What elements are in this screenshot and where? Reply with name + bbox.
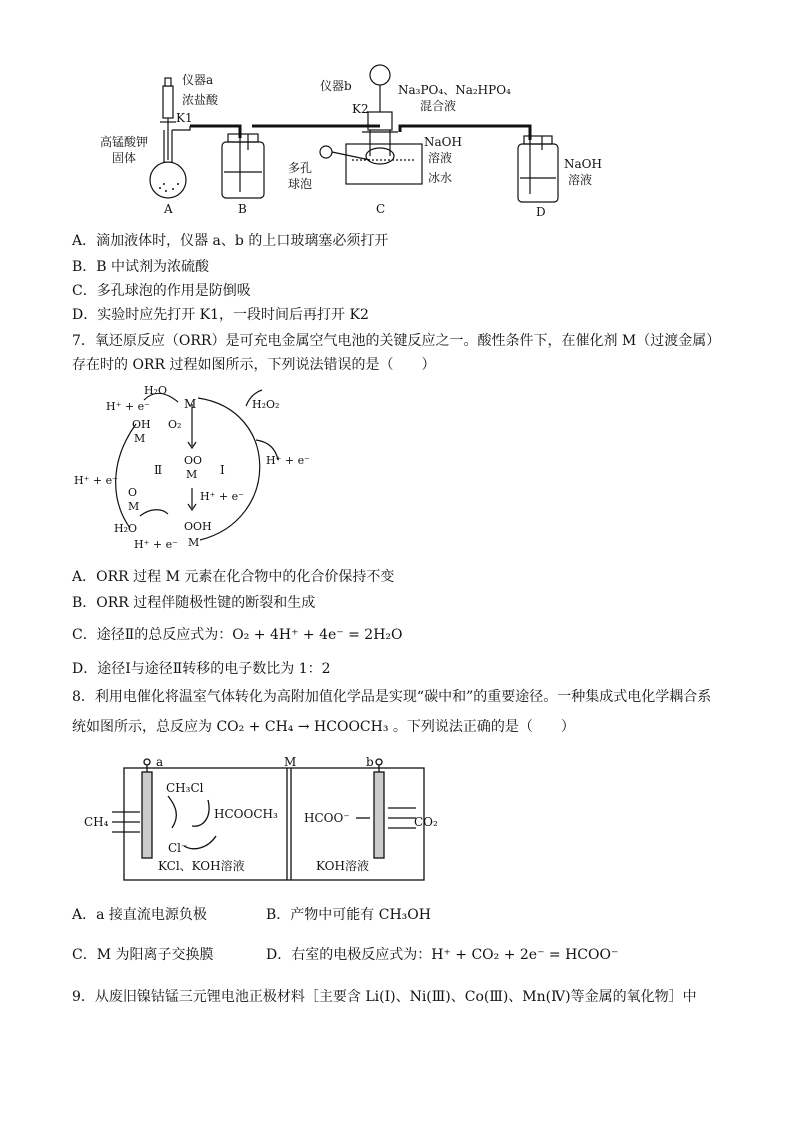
- fig6-mix-l2: 混合液: [420, 99, 457, 113]
- fig8-ch4: CH₄: [84, 815, 109, 829]
- fig6-k2: K2: [352, 102, 369, 116]
- flask-solid-dots: [159, 183, 179, 192]
- fig8-co2: CO₂: [414, 815, 438, 829]
- q8-option-d: D．右室的电极反应式为：H⁺ + CO₂ + 2e⁻ = HCOO⁻: [266, 947, 619, 963]
- fig7-path1: Ⅰ: [220, 463, 225, 477]
- q7-stem-line2: 存在时的 ORR 过程如图所示，下列说法错误的是（ ）: [72, 357, 436, 373]
- fig6-naoh-c2: 溶液: [428, 151, 453, 165]
- q7-option-c: C．途径Ⅱ的总反应式为：O₂ + 4H⁺ + 4e⁻ = 2H₂O: [72, 627, 403, 643]
- electrolysis-cell-figure: [84, 756, 454, 886]
- q6-option-d: D．实验时应先打开 K1，一段时间后再打开 K2: [72, 307, 369, 323]
- co2-arrows: [388, 808, 416, 828]
- fig6-naoh-c1: NaOH: [424, 135, 462, 149]
- fig6-bubbler-l1: 多孔: [288, 161, 313, 175]
- fig6-naoh-d1: NaOH: [564, 157, 602, 171]
- membrane-m: [287, 768, 291, 880]
- q7-stem-line1: 7．氧还原反应（ORR）是可充电金属空气电池的关键反应之一。酸性条件下，在催化剂 M（过渡金属）: [72, 333, 721, 349]
- fig7-m-oo: M: [186, 468, 198, 481]
- q6-option-c: C．多孔球泡的作用是防倒吸: [72, 283, 251, 299]
- fig8-ch3cl: CH₃Cl: [166, 781, 204, 795]
- fig8-right-sol: KOH溶液: [316, 859, 369, 873]
- fig6-naoh-d2: 溶液: [568, 173, 593, 187]
- q6-option-b: B．B 中试剂为浓硫酸: [72, 259, 210, 275]
- fig6-mix-l1: Na₃PO₄、Na₂HPO₄: [398, 83, 511, 97]
- electrode-b: [374, 772, 384, 858]
- fig7-m-top: M: [184, 397, 197, 411]
- connecting-tubes: [190, 126, 530, 140]
- fig7-path2: Ⅱ: [154, 463, 163, 477]
- fig6-label-a: A: [164, 202, 173, 216]
- fig7-oo: OO: [184, 454, 203, 467]
- q8-option-b: B．产物中可能有 CH₃OH: [266, 907, 431, 923]
- q6-option-a: A．滴加液体时，仪器 a、b 的上口玻璃塞必须打开: [72, 233, 389, 249]
- fig6-kmno4-l1: 高锰酸钾: [100, 135, 149, 149]
- fig8-a: a: [156, 755, 164, 769]
- fig7-o-eq: O: [128, 486, 138, 499]
- fig8-hcoo: HCOO⁻: [304, 811, 350, 825]
- fig7-h2o-top: H₂O: [144, 384, 168, 397]
- fig7-h-e-bottom: H⁺ + e⁻: [134, 538, 178, 551]
- electrode-a: [142, 772, 152, 858]
- fig8-left-sol: KCl、KOH溶液: [158, 859, 245, 873]
- q7-option-a: A．ORR 过程 M 元素在化合物中的化合价保持不变: [72, 569, 395, 585]
- fig6-instrument-a: 仪器a: [182, 73, 214, 87]
- fig7-o2: O₂: [168, 418, 182, 431]
- ch4-arrows: [112, 812, 140, 832]
- q8-option-c: C．M 为阳离子交换膜: [72, 947, 214, 963]
- q7-option-b: B．ORR 过程伴随极性键的断裂和生成: [72, 595, 316, 611]
- q8-stem-line1: 8．利用电催化将温室气体转化为高附加值化学品是实现“碳中和”的重要途径。一种集成式电化学耦合系: [72, 689, 712, 705]
- fig6-label-c: C: [376, 202, 386, 216]
- fig6-k1: K1: [176, 111, 193, 125]
- fig7-h-e-left: H⁺ + e⁻: [74, 474, 118, 487]
- fig7-h-e-top: H⁺ + e⁻: [106, 400, 150, 413]
- q9-stem-line1: 9．从废旧镍钴锰三元锂电池正极材料［主要含 Li(Ⅰ)、Ni(Ⅲ)、Co(Ⅲ)、Mn(Ⅳ)等金属的氧化物］中: [72, 989, 697, 1005]
- fig7-h2o2: H₂O₂: [252, 398, 280, 411]
- fig7-oh: OH: [132, 418, 151, 431]
- fig7-ooh: OOH: [184, 520, 212, 533]
- fig6-conc-hcl: 浓盐酸: [182, 93, 219, 107]
- fig6-label-d: D: [536, 205, 546, 219]
- orr-cycle-figure: [70, 380, 320, 560]
- q8-option-a: A．a 接直流电源负极: [72, 907, 207, 923]
- fig7-m-ooh: M: [188, 536, 200, 549]
- bottle-d: [518, 136, 558, 202]
- fig6-instrument-b: 仪器b: [320, 79, 352, 93]
- fig7-h-e-mid: H⁺ + e⁻: [200, 490, 244, 503]
- fig6-bubbler-l2: 球泡: [288, 177, 313, 191]
- fig7-h-e-right: H⁺ + e⁻: [266, 454, 310, 467]
- cycle-arc-right: [198, 398, 260, 540]
- fig7-m-o: M: [128, 500, 140, 513]
- fig8-m: M: [284, 755, 297, 769]
- fig6-ice-water: 冰水: [428, 171, 453, 185]
- q8-stem-line2: 统如图所示，总反应为 CO₂ + CH₄ → HCOOCH₃ 。下列说法正确的是（ ）: [72, 719, 575, 735]
- q7-option-d: D．途径Ⅰ与途径Ⅱ转移的电子数比为 1：2: [72, 661, 331, 677]
- fig8-b: b: [366, 755, 374, 769]
- fig8-cl: Cl⁻: [168, 841, 188, 855]
- fig8-hcooch3: HCOOCH₃: [214, 807, 278, 821]
- fig6-kmno4-l2: 固体: [112, 151, 137, 165]
- apparatus-figure: [80, 60, 602, 220]
- fig6-label-b: B: [238, 202, 247, 216]
- bottle-b: [222, 134, 264, 198]
- fig7-m-oh: M: [134, 432, 146, 445]
- fig7-h2o-bottom: H₂O: [114, 522, 138, 535]
